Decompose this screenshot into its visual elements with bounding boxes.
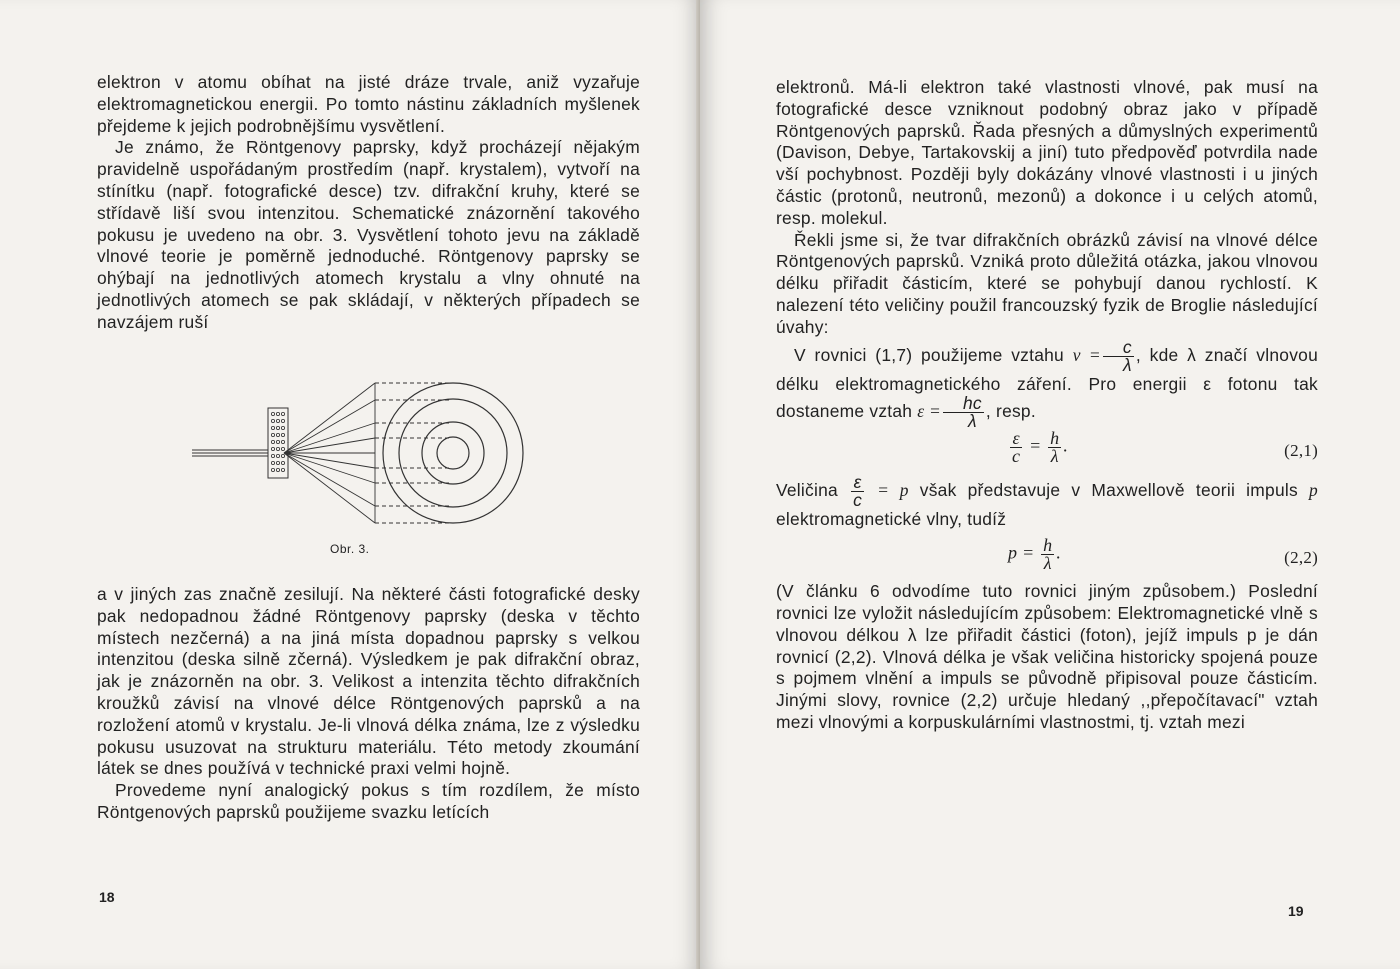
equation-lhs: p = — [1008, 542, 1035, 563]
fraction-numerator: c — [1103, 339, 1134, 357]
left-text-bottom — [97, 584, 640, 824]
paragraph: elektronů. Má-li elektron také vlastnosti vlnové, pak musí na fotografické desce vzniknout podobný obraz jako v případě Röntgenových paprsků. Řada přesných a důmyslných experimentů (Davison, Debye, Tartakovskij a jiní) tuto předpověď potvrdila nade vší pochybnost. Později byly dokázány vlnové vlastnosti i u jiných částic (protonů, neutronů, mezonů) a dokonce i u celých atomů, resp. molekul. — [776, 77, 1318, 228]
text-fragment: , kde λ značí vlnovou délku elektromagnetického záření. Pro energii ε fotonu tak dostaneme vztah — [776, 344, 1318, 422]
paragraph: a v jiných zas značně zesilují. Na některé části fotografické desky pak nedopadnou žádné Röntgenovy paprsky (deska v těchto místech nezčerná) a na jiná místa dopadnou paprsky s velkou intenzitou (deska silně zčerná). Výsledkem je pak difrakční obraz, jak je znázorněn na obr. 3. Velikost a intenzita těchto difrakčních kroužků závisí na vlnové délce Röntgenových paprsků a na rozložení atomů v krystalu. Je-li vlnová délka známa, lze z výsledku pokusu usuzovat na strukturu materiálu. Této metody zkoumání látek se dnes používá v technické praxi velmi hojně. — [97, 584, 640, 779]
page-number: 18 — [99, 889, 115, 905]
fraction-denominator: c — [1012, 446, 1021, 467]
fraction-numerator: hc — [943, 395, 984, 413]
text-fragment: Veličina — [776, 480, 838, 501]
equation-expression — [1008, 537, 1061, 572]
paragraph: elektron v atomu obíhat na jisté dráze trvale, aniž vyzařuje elektromagnetickou energii. Po tomto nástinu základních myšlenek přejdeme k jejich podrobnějšímu vysvětlení. — [97, 72, 640, 136]
equation-number: (2,1) — [1284, 441, 1318, 461]
fraction-h-over-lambda — [1048, 430, 1061, 465]
fraction-denominator: c — [853, 490, 863, 511]
paragraph: Provedeme nyní analogický pokus s tím rozdílem, že místo Röntgenových paprsků použijeme svazku letících — [97, 780, 640, 822]
text-fragment: však představuje v Maxwellově teorii impuls — [919, 480, 1298, 501]
paragraph: Řekli jsme si, že tvar difrakčních obrázků závisí na vlnové délce Röntgenových paprsků. Vzniká proto důležitá otázka, jakou vlnovou délku přiřadit částicím, které se pohybují danou rychlostí. K nalezení této veličiny použil francouzský fyzik de Broglie následující úvahy: — [776, 229, 1318, 337]
diffraction-figure — [188, 378, 528, 530]
equation-2-1 — [776, 430, 1318, 474]
fraction-numerator: ε — [851, 474, 864, 492]
fraction-denominator: λ — [968, 411, 977, 432]
fraction-h-over-lambda — [1041, 537, 1054, 572]
left-text-top — [97, 72, 640, 334]
fraction-denominator: λ — [1122, 354, 1132, 375]
equation-dot: . — [1056, 542, 1062, 563]
equation-2-2 — [776, 537, 1318, 581]
equation-dot: . — [1063, 435, 1069, 456]
equation-number: (2,2) — [1284, 548, 1318, 568]
text-fragment: , resp. — [985, 401, 1036, 422]
fraction-numerator: h — [1043, 535, 1053, 556]
paragraph: (V článku 6 odvodíme tuto rovnici jiným způsobem.) Poslední rovnici lze vyložit následujícím způsobem: Elektromagnetické vlně s vlnovou délkou λ lze přiřadit částici (foton), jejíž impuls p je dán rovnicí (2,2). Vlnová délka je však veličina historicky spojená pouze s pojmem vlnění a impuls se původně připisoval pouze částicím. Jinými slovy, rovnice (2,2) určuje hledaný ,,přepočítavací" vztah mezi vlnovými a korpuskulárními vlastnostmi, tj. vztah mezi — [776, 581, 1318, 732]
fraction-epsilon-over-c — [851, 474, 864, 509]
text-fragment: elektromagnetické vlny, tudíž — [776, 509, 1007, 530]
right-page — [700, 0, 1400, 969]
fraction-numerator: ε — [1010, 430, 1022, 448]
right-text — [776, 77, 1318, 734]
paragraph: Je známo, že Röntgenovy paprsky, když procházejí nějakým pravidelně uspořádaným prostředím (např. krystalem), vytvoří na stínítku (např. fotografické desce) tzv. difrakční kruhy, které se střídavě liší svou intenzitou. Schematické znázornění takového pokusu je uvedeno na obr. 3. Vysvětlení tohoto jevu na základě vlnové teorie je poměrně jednoduché. Röntgenovy paprsky se ohýbají na jednotlivých atomech krystalu a vlny ohnuté na jednotlivých atomech se pak skládají, v některých případech se navzájem ruší — [97, 137, 640, 332]
fraction-denominator: λ — [1043, 553, 1052, 574]
formula-fragment: p — [1309, 480, 1318, 501]
equation-expression — [1008, 430, 1068, 465]
formula-fragment: ν = — [1072, 344, 1101, 365]
paragraph-with-inline-formulas — [776, 474, 1318, 531]
paragraph-with-inline-formulas — [776, 336, 1318, 432]
page-number: 19 — [1288, 903, 1304, 919]
formula-fragment: ε = — [917, 401, 941, 422]
fraction-c-over-lambda — [1103, 336, 1134, 375]
formula-fragment: = p — [877, 480, 909, 501]
fraction-denominator: λ — [1050, 446, 1059, 467]
figure-caption: Obr. 3. — [330, 542, 370, 556]
fraction-epsilon-over-c — [1010, 430, 1022, 465]
text-fragment: V rovnici (1,7) použijeme vztahu — [794, 344, 1064, 365]
fraction-hc-over-lambda — [943, 395, 984, 430]
fraction-numerator: h — [1050, 428, 1060, 449]
equals-sign: = — [1029, 435, 1042, 456]
